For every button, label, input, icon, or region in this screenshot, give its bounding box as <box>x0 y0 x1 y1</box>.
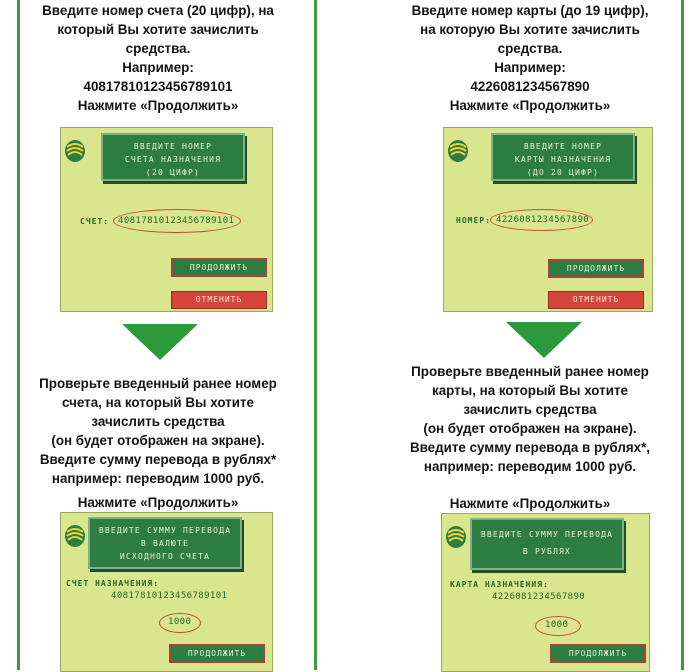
destination-card-label: КАРТА НАЗНАЧЕНИЯ: <box>450 580 549 589</box>
atm-screen-enter-account <box>60 127 273 312</box>
prompt-panel <box>101 133 245 181</box>
destination-account-value: 40817810123456789101 <box>111 591 228 601</box>
instruction-line: Проверьте введенный ранее номер <box>39 376 277 391</box>
continue-button[interactable]: ПРОДОЛЖИТЬ <box>169 644 265 663</box>
divider-center <box>314 0 317 670</box>
prompt-line: СЧЕТА НАЗНАЧЕНИЯ <box>124 155 222 164</box>
prompt-panel <box>470 518 624 570</box>
instruction-line: 4226081234567890 <box>470 79 590 94</box>
amount-input[interactable]: 1000 <box>168 617 192 627</box>
step1-instructions <box>380 1 680 115</box>
instruction-line: Нажмите «Продолжить» <box>449 98 611 113</box>
step2-footer: Нажмите «Продолжить» <box>449 496 611 511</box>
instruction-line: Проверьте введенный ранее номер <box>411 364 649 379</box>
instruction-line: (он будет отображен на экране). <box>51 433 265 448</box>
cancel-button[interactable]: ОТМЕНИТЬ <box>171 291 267 309</box>
sberbank-logo-icon <box>64 137 86 163</box>
prompt-line: ВВЕДИТЕ СУММУ ПЕРЕВОДА <box>98 526 232 535</box>
atm-screen-enter-amount <box>60 512 273 672</box>
instruction-line: например: переводим 1000 руб. <box>423 459 637 474</box>
card-field-value[interactable]: 4226081234567890 <box>496 215 590 225</box>
prompt-line: (ДО 20 ЦИФР) <box>526 168 600 177</box>
sberbank-logo-icon <box>64 522 86 548</box>
step2-instructions <box>380 362 680 476</box>
prompt-line: В РУБЛЯХ <box>522 547 572 556</box>
instruction-line: (он будет отображен на экране). <box>423 421 637 436</box>
instruction-line: Введите сумму перевода в рублях*, <box>409 440 651 455</box>
instruction-line: Введите номер карты (до 19 цифр), <box>411 3 649 18</box>
continue-button[interactable]: ПРОДОЛЖИТЬ <box>550 644 646 663</box>
prompt-line: ИСХОДНОГО СЧЕТА <box>119 552 211 561</box>
instruction-line: Нажмите «Продолжить» <box>77 98 239 113</box>
destination-card-value: 4226081234567890 <box>492 592 586 602</box>
down-arrow-icon <box>506 322 582 358</box>
account-field-value[interactable]: 40817810123456789101 <box>118 216 235 226</box>
amount-input[interactable]: 1000 <box>545 620 569 630</box>
instruction-line: средства. <box>125 41 191 56</box>
step2-instructions <box>8 374 308 488</box>
sberbank-logo-icon <box>447 137 469 163</box>
destination-account-label: СЧЕТ НАЗНАЧЕНИЯ: <box>66 579 160 588</box>
instruction-line: карты, на который Вы хотите <box>432 383 628 398</box>
instruction-line: Введите сумму перевода в рублях* <box>39 452 277 467</box>
continue-button[interactable]: ПРОДОЛЖИТЬ <box>548 259 644 278</box>
instruction-line: на которую Вы хотите зачислить <box>420 22 640 37</box>
step1-instructions <box>8 1 308 115</box>
instruction-line: счета, на который Вы хотите <box>62 395 254 410</box>
instruction-line: средства. <box>497 41 563 56</box>
instruction-line: 40817810123456789101 <box>83 79 233 94</box>
instruction-line: который Вы хотите зачислить <box>57 22 259 37</box>
continue-button[interactable]: ПРОДОЛЖИТЬ <box>171 258 267 277</box>
prompt-line: ВВЕДИТЕ СУММУ ПЕРЕВОДА <box>480 530 614 539</box>
instruction-line: Введите номер счета (20 цифр), на <box>42 3 274 18</box>
prompt-line: (20 ЦИФР) <box>145 168 201 177</box>
instruction-line: например: переводим 1000 руб. <box>51 471 265 486</box>
prompt-panel <box>88 517 242 569</box>
cancel-button[interactable]: ОТМЕНИТЬ <box>548 291 644 309</box>
instruction-line: Например: <box>122 60 194 75</box>
atm-screen-enter-amount <box>441 513 650 672</box>
divider-right <box>681 0 684 670</box>
instruction-line: зачислить средства <box>91 414 225 429</box>
instruction-line: Например: <box>494 60 566 75</box>
account-field-label: СЧЕТ: <box>80 217 110 226</box>
prompt-line: ВВЕДИТЕ НОМЕР <box>133 142 213 151</box>
prompt-line: ВВЕДИТЕ НОМЕР <box>523 142 603 151</box>
atm-screen-enter-card <box>443 127 653 312</box>
instruction-line: зачислить средства <box>463 402 597 417</box>
card-field-label: НОМЕР: <box>456 216 491 225</box>
down-arrow-icon <box>122 324 198 360</box>
prompt-line: В ВАЛЮТЕ <box>140 539 190 548</box>
step2-footer: Нажмите «Продолжить» <box>77 495 239 510</box>
sberbank-logo-icon <box>445 523 467 549</box>
prompt-line: КАРТЫ НАЗНАЧЕНИЯ <box>514 155 612 164</box>
prompt-panel <box>491 133 635 181</box>
